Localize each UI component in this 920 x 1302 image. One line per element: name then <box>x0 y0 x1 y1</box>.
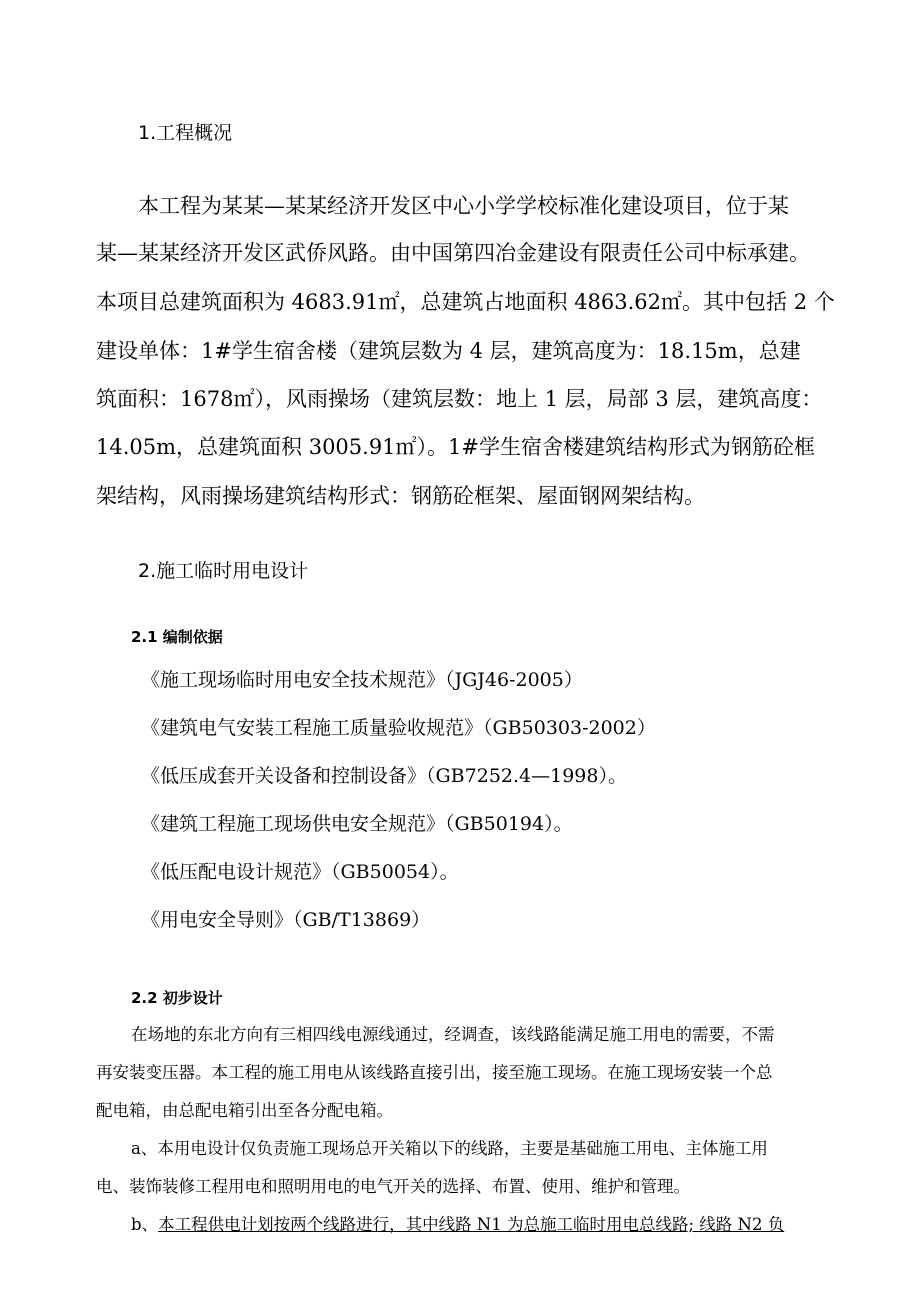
section-1-heading: 1.工程概况 <box>138 122 233 144</box>
section-1-line-5: 筑面积：1678㎡），风雨操场（建筑层数：地上 1 层，局部 3 层，建筑高度： <box>96 387 823 411</box>
section-2-1-heading: 2.1 编制依据 <box>131 628 223 646</box>
section-1-line-6: 14.05m，总建筑面积 3005.91㎡）。1#学生宿舍楼建筑结构形式为钢筋砼框 <box>96 435 816 459</box>
reference-item: 《建筑电气安装工程施工质量验收规范》（GB50303-2002） <box>141 717 656 739</box>
section-1-line-7: 架结构，风雨操场建筑结构形式：钢筋砼框架、屋面钢网架结构。 <box>96 484 705 508</box>
section-2-2-heading: 2.2 初步设计 <box>131 989 223 1007</box>
reference-item: 《低压成套开关设备和控制设备》（GB7252.4—1998）。 <box>141 765 627 787</box>
section-2-heading: 2.施工临时用电设计 <box>138 560 309 582</box>
reference-item: 《用电安全导则》（GB/T13869） <box>141 909 431 931</box>
design-line-b-underlined-text: 本工程供电计划按两个线路进行，其中线路 N1 为总施工临时用电总线路; 线路 N2 负 <box>158 1215 785 1234</box>
section-1-line-1: 本工程为某某—某某经济开发区中心小学学校标准化建设项目，位于某 <box>138 194 789 218</box>
reference-item: 《施工现场临时用电安全技术规范》（JGJ46-2005） <box>141 669 583 691</box>
reference-item: 《低压配电设计规范》（GB50054）。 <box>141 861 459 883</box>
design-line-b-prefix: b、 <box>131 1215 159 1234</box>
section-1-line-2: 某—某某经济开发区武侨风路。由中国第四冶金建设有限责任公司中标承建。 <box>96 241 810 265</box>
design-line-b <box>131 1211 784 1235</box>
design-line-a-1: a、本用电设计仅负责施工现场总开关箱以下的线路，主要是基础施工用电、主体施工用 <box>131 1139 768 1158</box>
section-1-line-4: 建设单体：1#学生宿舍楼（建筑层数为 4 层，建筑高度为：18.15m，总建 <box>96 339 801 363</box>
design-line-3: 配电箱，由总配电箱引出至各分配电箱。 <box>96 1101 393 1120</box>
design-line-2: 再安装变压器。本工程的施工用电从该线路直接引出，接至施工现场。在施工现场安装一个总 <box>96 1063 773 1082</box>
section-1-line-3: 本项目总建筑面积为 4683.91㎡，总建筑占地面积 4863.62㎡。其中包括 2 个 <box>96 290 835 314</box>
design-line-a-2: 电、装饰装修工程用电和照明用电的电气开关的选择、布置、使用、维护和管理。 <box>96 1177 690 1196</box>
design-line-1: 在场地的东北方向有三相四线电源线通过，经调查，该线路能满足施工用电的需要，不需 <box>131 1025 775 1044</box>
reference-item: 《建筑工程施工现场供电安全规范》（GB50194）。 <box>141 813 573 835</box>
